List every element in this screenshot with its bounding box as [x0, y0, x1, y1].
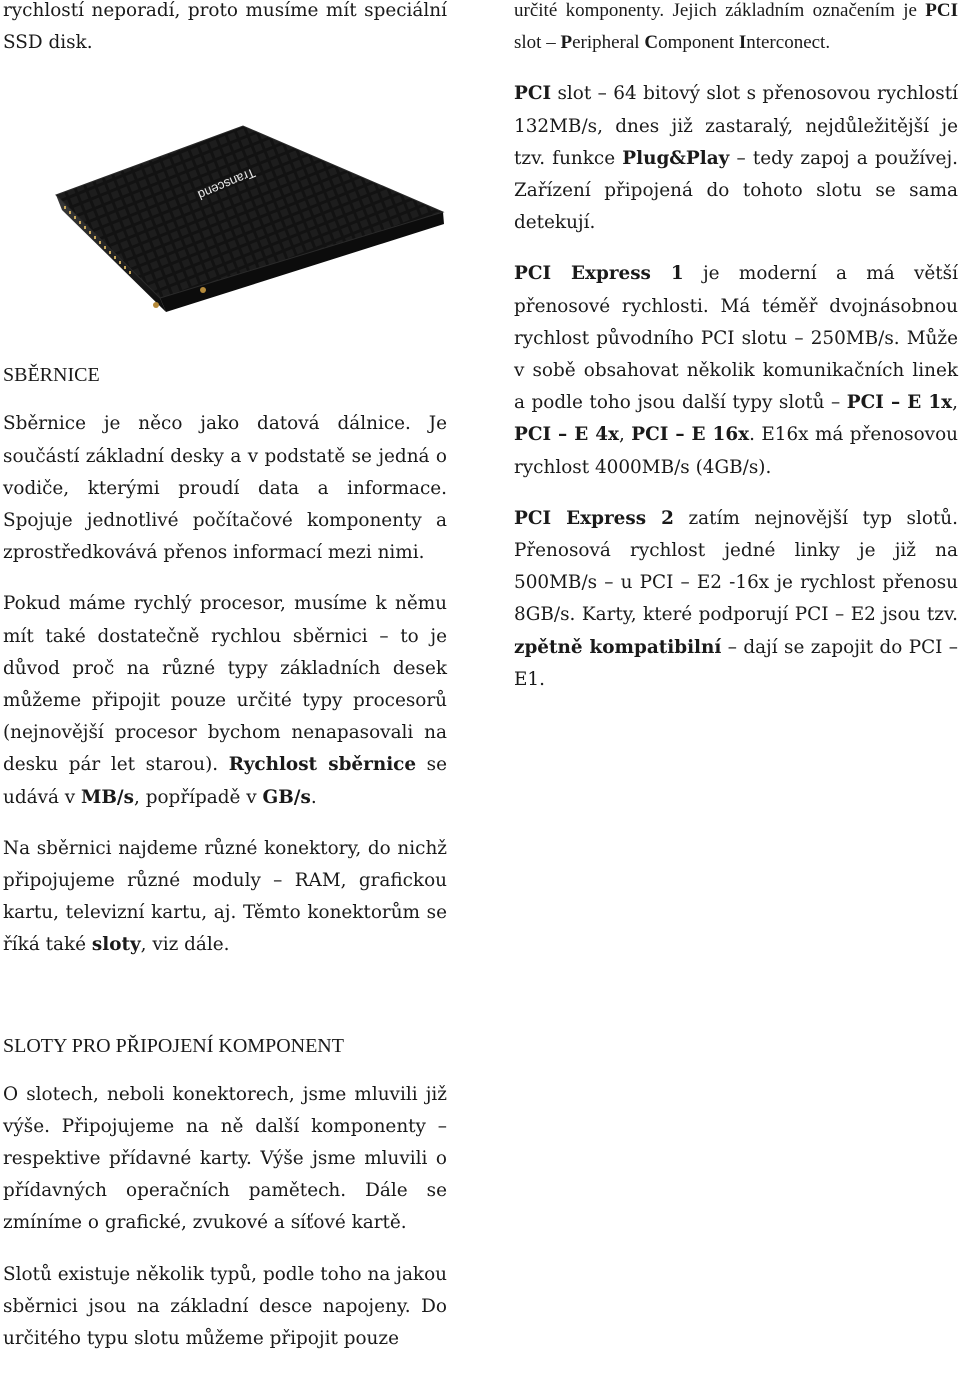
- bold-term: zpětně kompatibilní: [514, 636, 722, 658]
- bold-term: I: [738, 32, 747, 54]
- paragraph-pci-express-2: [514, 503, 958, 696]
- text-run: zatím nejnovější typ slotů. Přenosová rychlost jedné linky je již na 500MB/s – u PCI – E2 -16x je rychlost přenosu 8GB/s. Karty, které podporují PCI – E2 jsou tzv.: [514, 507, 958, 626]
- bold-term: Plug&Play: [622, 147, 730, 169]
- text-run: nterconect.: [746, 32, 831, 54]
- paragraph-pci-express-1: [514, 258, 958, 483]
- bold-term: GB/s: [262, 786, 311, 808]
- heading-sloty: SLOTY PRO PŘIPOJENÍ KOMPONENT: [3, 1034, 344, 1057]
- text-run: .: [310, 786, 317, 808]
- text-run: Na sběrnici najdeme různé konektory, do nichž připojujeme různé moduly – RAM, grafickou kartu, televizní kartu, aj. Těmto konektorům se říká také: [3, 837, 447, 956]
- text-run: je moderní a má větší přenosové rychlosti. Má téměř dvojnásobnou rychlost původního PCI slotu – 250MB/s. Může v sobě obsahovat několik komunikačních linek a podle toho jsou další typy slotů –: [514, 263, 958, 414]
- bold-term: PCI: [925, 0, 958, 21]
- text-run: eripheral: [572, 32, 645, 54]
- text-run: se udává v: [3, 754, 448, 808]
- bold-term: PCI – E 1x: [846, 392, 953, 414]
- bold-term: MB/s: [81, 786, 135, 808]
- text-run: , popřípadě v: [134, 786, 263, 808]
- text-run: . E16x má přenosovou rychlost 4000MB/s (4GB/s).: [514, 424, 958, 478]
- paragraph-sbernice-intro: [3, 408, 447, 569]
- ssd-disk-image: [48, 120, 448, 320]
- bold-term: PCI Express 1: [514, 263, 684, 285]
- text-run: Sběrnice je něco jako datová dálnice. Je součástí základní desky a v podstatě se jedná o vodiče, kterými proudí data a informace. Spojuje jednotlivé počítačové komponenty a zprostředkovává přenos informací mezi nimi.: [3, 413, 447, 564]
- text-run: Slotů existuje několik typů, podle toho na jakou sběrnici jsou na základní desce napojeny. Do určitého typu slotu můžeme připojit pouze: [3, 1263, 447, 1350]
- heading-sbernice: SBĚRNICE: [3, 364, 100, 387]
- bold-term: sloty: [91, 934, 141, 956]
- screw-hole: [153, 302, 159, 308]
- text-run: slot –: [514, 32, 561, 54]
- bold-term: PCI – E 4x: [514, 424, 619, 446]
- text-run: – dají se zapojit do PCI – E1.: [514, 636, 958, 690]
- text-run: určité komponenty. Jejich základním označením je: [514, 0, 926, 21]
- text-run: Pokud máme rychlý procesor, musíme k němu mít také dostatečně rychlou sběrnici – to je důvod proč na různé typy základních desek můžeme připojit pouze určité typy procesorů (nejnovější procesor bychom nenapasovali na desku pár let starou).: [3, 593, 447, 776]
- text-run: – tedy zapoj a používej. Zařízení připojená do tohoto slotu se sama detekují.: [514, 147, 958, 234]
- text-run: omponent: [658, 32, 739, 54]
- paragraph-pci-slot: [514, 78, 958, 239]
- section-spacer: [3, 962, 447, 1032]
- paragraph-ssd-end: [3, 0, 447, 59]
- text-run: ,: [952, 392, 958, 414]
- text-run: , viz dále.: [140, 934, 230, 956]
- bold-term: Rychlost sběrnice: [228, 754, 417, 776]
- bold-term: PCI: [514, 83, 552, 105]
- bold-term: P: [560, 32, 573, 54]
- paragraph-pci-intro: [514, 0, 958, 59]
- right-column: [514, 0, 958, 696]
- text-run: slot – 64 bitový slot s přenosovou rychlostí 132MB/s, dnes již zastaralý, nejdůležitější je tzv. funkce: [514, 83, 958, 169]
- paragraph-sloty-intro: [3, 1079, 447, 1240]
- bold-term: PCI Express 2: [514, 507, 674, 529]
- bold-term: C: [644, 32, 659, 54]
- text-run: rychlostí neporadí, proto musíme mít speciální SSD disk.: [3, 0, 447, 54]
- brand-logo: Transcend: [195, 165, 258, 203]
- paragraph-sloty-types: [3, 1259, 447, 1356]
- paragraph-sbernice-speed: [3, 588, 447, 813]
- bold-term: PCI – E 16x: [631, 424, 750, 446]
- screw-hole: [200, 287, 206, 293]
- text-run: O slotech, neboli konektorech, jsme mluvili již výše. Připojujeme na ně další komponenty – respektive přídavné karty. Výše jsme mluvili o přídavných operačních pamětech. Dále se zmíníme o grafické, zvukové a síťové kartě.: [3, 1083, 447, 1234]
- text-run: ,: [619, 424, 632, 446]
- paragraph-sbernice-konektory: [3, 833, 447, 962]
